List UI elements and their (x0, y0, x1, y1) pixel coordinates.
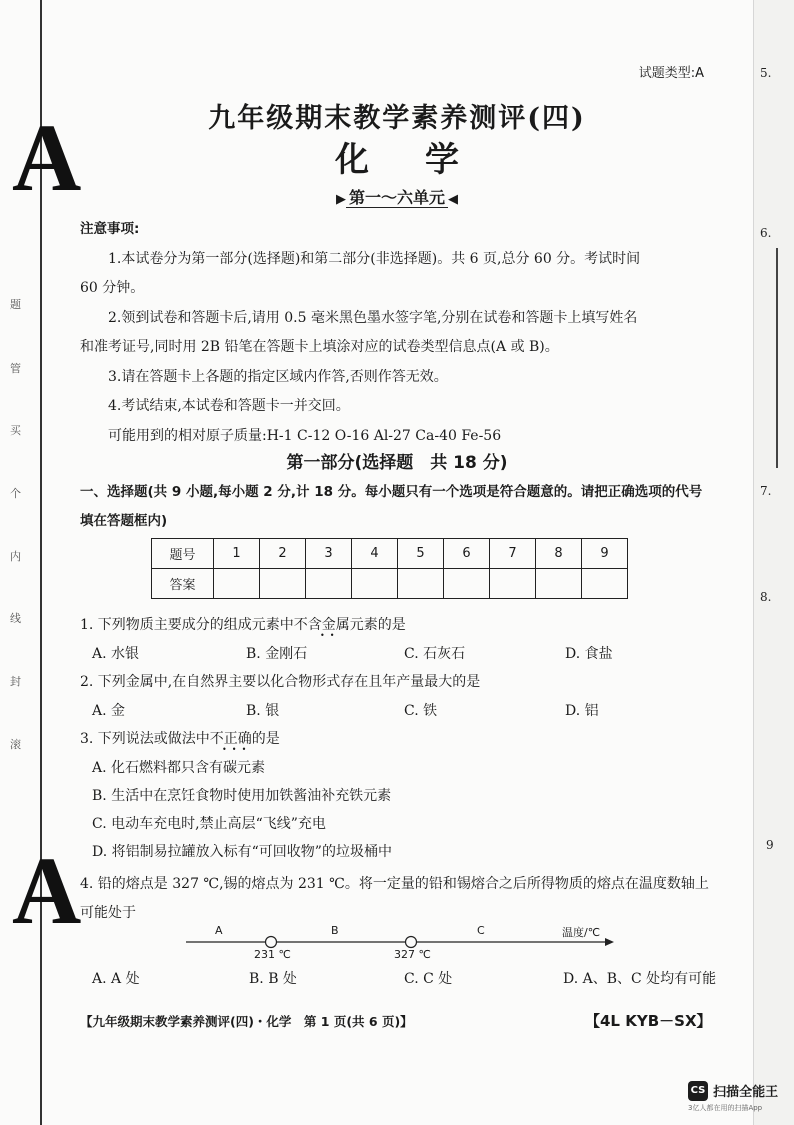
axis-arrow-icon (605, 938, 614, 946)
tick-label-327: 327 ℃ (394, 948, 431, 961)
point-231 (266, 937, 277, 948)
answer-cell[interactable] (398, 569, 444, 599)
axis-label-a: A (215, 924, 223, 937)
unit-range-badge (0, 185, 794, 208)
question-4-option-d: D. A、B、C 处均有可能 (563, 971, 717, 987)
question-3-option-c: C. 电动车充电时,禁止高层“飞线”充电 (92, 816, 326, 832)
answer-cell[interactable] (306, 569, 352, 599)
answer-cell[interactable] (214, 569, 260, 599)
paper-type-letter-bottom: A (12, 837, 82, 944)
answer-cell[interactable] (260, 569, 306, 599)
question-2-option-d: D. 铝 (565, 703, 599, 719)
page-footer: 【九年级期末教学素养测评(四)・化学 第 1 页(共 6 页)】 (80, 1014, 413, 1029)
notice-item: 和准考证号,同时用 2B 铅笔在答题卡上填涂对应的试卷类型信息点(A 或 B)。 (80, 339, 559, 355)
question-4-option-b: B. B 处 (249, 971, 297, 987)
atomic-mass-line: 可能用到的相对原子质量:H-1 C-12 O-16 Al-27 Ca-40 Fe-56 (108, 427, 502, 444)
table-header-cell: 答案 (152, 569, 214, 599)
answer-cell[interactable] (352, 569, 398, 599)
notice-heading: 注意事项: (80, 221, 140, 237)
question-3-option-b: B. 生活中在烹饪食物时使用加铁酱油补充铁元素 (92, 788, 392, 804)
unit-range: 第一～六单元 (346, 188, 448, 208)
binding-char: 封 (10, 675, 21, 688)
point-327 (406, 937, 417, 948)
subject-title: 化学 (335, 140, 515, 180)
question-number-cell: 5 (398, 539, 444, 569)
axis-label-c: C (477, 924, 485, 937)
question-1-stem: 1. 下列物质主要成分的组成元素中不含金属元素的是 (80, 617, 406, 633)
scanner-slogan: 3亿人都在用的扫描App (688, 1103, 763, 1112)
binding-char: 管 (10, 362, 21, 375)
binding-char: 滚 (10, 738, 21, 751)
question-1-option-c: C. 石灰石 (404, 646, 466, 662)
question-3-option-a: A. 化石燃料都只含有碳元素 (92, 760, 266, 776)
question-1-option-b: B. 金刚石 (246, 646, 308, 662)
emphasis-dots: • • (320, 631, 335, 640)
scanner-watermark (688, 1080, 778, 1113)
emphasis-dots: • • • (222, 745, 247, 754)
notice-item: 2.领到试卷和答题卡后,请用 0.5 毫米黑色墨水签字笔,分别在试卷和答题卡上填写姓名 (108, 309, 638, 326)
answer-cell[interactable] (582, 569, 628, 599)
question-number-cell: 2 (260, 539, 306, 569)
binding-char: 题 (10, 298, 21, 311)
question-number-cell: 7 (490, 539, 536, 569)
next-page-question-number: 6. (760, 226, 772, 240)
paper-code: 【4L KYB－SX】 (585, 1012, 712, 1030)
question-2-stem: 2. 下列金属中,在自然界主要以化合物形式存在且年产量最大的是 (80, 674, 481, 690)
question-3-option-d: D. 将铝制易拉罐放入标有“可回收物”的垃圾桶中 (92, 844, 392, 860)
next-page-question-number: 7. (760, 484, 772, 498)
next-page-question-number: 8. (760, 590, 772, 604)
axis-unit-label: 温度/℃ (562, 926, 601, 939)
scanner-name: 扫描全能王 (713, 1085, 779, 1100)
binding-char: 线 (10, 612, 21, 625)
notice-item: 60 分钟。 (80, 280, 145, 296)
part1-title: 第一部分(选择题 共 18 分) (286, 453, 508, 473)
axis-label-b: B (331, 924, 339, 937)
paper-type-label: 试题类型:A (638, 66, 704, 81)
table-header-cell: 题号 (152, 539, 214, 569)
paper-type-letter-top: A (12, 104, 82, 211)
question-3-stem: 3. 下列说法或做法中不正确的是 (80, 731, 280, 747)
camscanner-logo-icon: CS (688, 1081, 708, 1101)
next-page-question-number: 5. (760, 66, 772, 80)
multiple-choice-instructions: 一、选择题(共 9 小题,每小题 2 分,计 18 分。每小题只有一个选项是符合题意的。请把正确选项的代号填在答题框内) (80, 484, 703, 529)
table-row (152, 539, 628, 569)
question-1-option-d: D. 食盐 (565, 646, 613, 662)
question-number-cell: 9 (582, 539, 628, 569)
next-page-question-number: 9 (766, 838, 774, 852)
question-number-cell: 6 (444, 539, 490, 569)
question-4-stem: 4. 铅的熔点是 327 ℃,锡的熔点为 231 ℃。将一定量的铅和锡熔合之后所得物质的熔点在温度数轴上可能处于 (80, 876, 709, 921)
question-4-option-c: C. C 处 (404, 971, 453, 987)
tick-label-231: 231 ℃ (254, 948, 291, 961)
question-number-cell: 1 (214, 539, 260, 569)
question-number-cell: 4 (352, 539, 398, 569)
binding-char: 个 (10, 487, 21, 500)
question-2-option-a: A. 金 (92, 703, 126, 719)
answer-cell[interactable] (490, 569, 536, 599)
binding-char: 买 (10, 424, 21, 437)
notice-item: 3.请在答题卡上各题的指定区域内作答,否则作答无效。 (108, 368, 448, 385)
notice-section (80, 215, 710, 451)
answer-cell[interactable] (444, 569, 490, 599)
question-2-option-b: B. 银 (246, 703, 280, 719)
notice-item: 4.考试结束,本试卷和答题卡一并交回。 (108, 398, 350, 414)
question-1-option-a: A. 水银 (92, 646, 140, 662)
exam-title: 九年级期末教学素养测评(四) (208, 103, 586, 134)
answer-table (151, 538, 628, 599)
table-row (152, 569, 628, 599)
right-triangle-icon: ▶ (335, 192, 346, 207)
question-4-option-a: A. A 处 (92, 971, 140, 987)
next-page-bracket (776, 248, 778, 468)
question-number-cell: 8 (536, 539, 582, 569)
answer-cell[interactable] (536, 569, 582, 599)
binding-char: 内 (10, 550, 21, 563)
left-triangle-icon: ◀ (448, 192, 458, 207)
question-2-option-c: C. 铁 (404, 703, 438, 719)
question-number-cell: 3 (306, 539, 352, 569)
notice-item: 1.本试卷分为第一部分(选择题)和第二部分(非选择题)。共 6 页,总分 60 分。考试时间 (108, 250, 641, 267)
